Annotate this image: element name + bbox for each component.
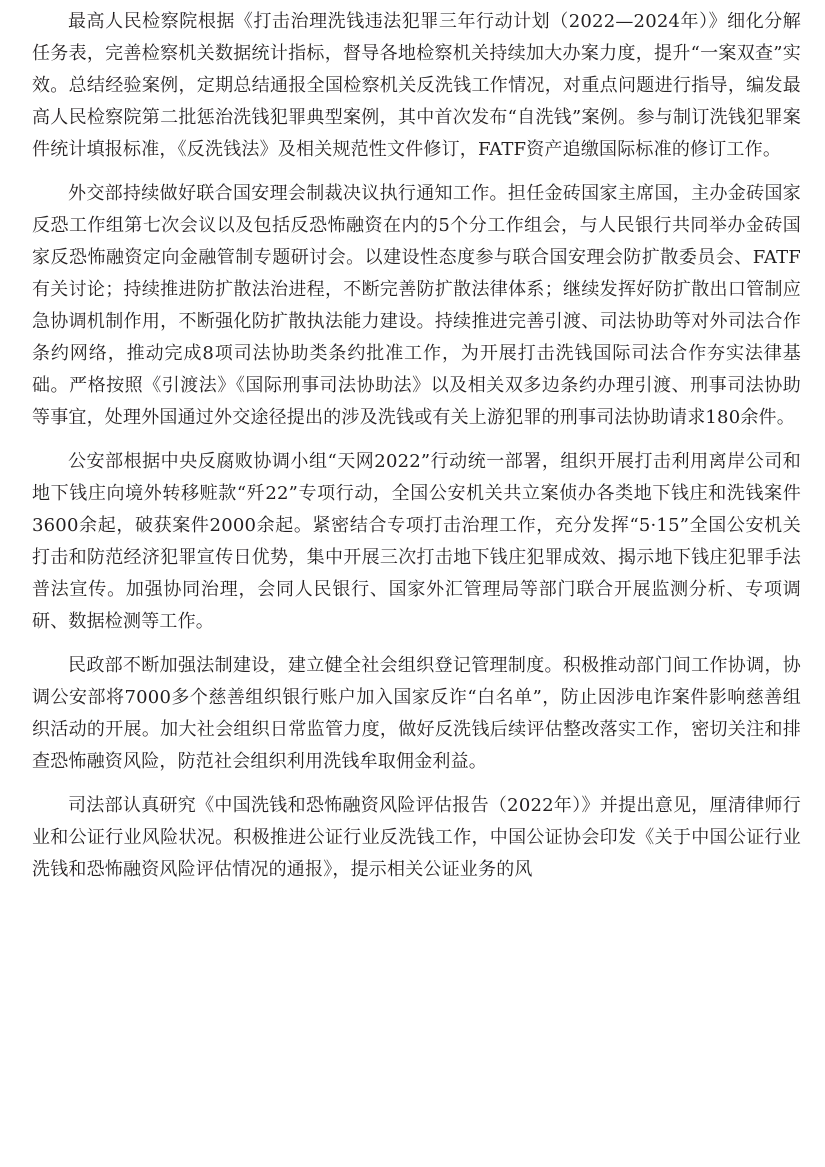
paragraph-public-security: 公安部根据中央反腐败协调小组“天网2022”行动统一部署，组织开展打击利用离岸公司和地下钱庄向境外转移赃款“歼22”专项行动，全国公安机关共立案侦办各类地下钱庄和洗钱案件3600余起，破获案件2000余起。紧密结合专项打击治理工作，充分发挥“5·15”全国公安机关打击和防范经济犯罪宣传日优势，集中开展三次打击地下钱庄犯罪成效、揭示地下钱庄犯罪手法普法宣传。加强协同治理，会同人民银行、国家外汇管理局等部门联合开展监测分析、专项调研、数据检测等工作。 <box>32 451 801 632</box>
paragraph-procuratorate: 最高人民检察院根据《打击治理洗钱违法犯罪三年行动计划（2022—2024年）》细化分解任务表，完善检察机关数据统计指标，督导各地检察机关持续加大办案力度，提升“一案双查”实效。总结经验案例，定期总结通报全国检察机关反洗钱工作情况，对重点问题进行指导，编发最高人民检察院第二批惩治洗钱犯罪典型案例，其中首次发布“自洗钱”案例。参与制订洗钱犯罪案件统计填报标准，《反洗钱法》及相关规范性文件修订，FATF资产追缴国际标准的修订工作。 <box>32 11 801 160</box>
paragraph-justice: 司法部认真研究《中国洗钱和恐怖融资风险评估报告（2022年）》并提出意见，厘清律师行业和公证行业风险状况。积极推进公证行业反洗钱工作，中国公证协会印发《关于中国公证行业洗钱和恐怖融资风险评估情况的通报》，提示相关公证业务的风 <box>32 795 801 880</box>
paragraph-foreign-ministry: 外交部持续做好联合国安理会制裁决议执行通知工作。担任金砖国家主席国，主办金砖国家反恐工作组第七次会议以及包括反恐怖融资在内的5个分工作组会，与人民银行共同举办金砖国家反恐怖融资定向金融管制专题研讨会。以建设性态度参与联合国安理会防扩散委员会、FATF有关讨论；持续推进防扩散法治进程，不断完善防扩散法律体系；继续发挥好防扩散出口管制应急协调机制作用，不断强化防扩散执法能力建设。持续推进完善引渡、司法协助等对外司法合作条约网络，推动完成8项司法协助类条约批准工作，为开展打击洗钱国际司法合作夯实法律基础。严格按照《引渡法》《国际刑事司法协助法》以及相关双多边条约办理引渡、刑事司法协助等事宜，处理外国通过外交途径提出的涉及洗钱或有关上游犯罪的刑事司法协助请求180余件。 <box>32 183 801 428</box>
paragraph-civil-affairs: 民政部不断加强法制建设，建立健全社会组织登记管理制度。积极推动部门间工作协调，协调公安部将7000多个慈善组织银行账户加入国家反诈“白名单”，防止因涉电诈案件影响慈善组织活动的开展。加大社会组织日常监管力度，做好反洗钱后续评估整改落实工作，密切关注和排查恐怖融资风险，防范社会组织利用洗钱牟取佣金利益。 <box>32 655 801 772</box>
